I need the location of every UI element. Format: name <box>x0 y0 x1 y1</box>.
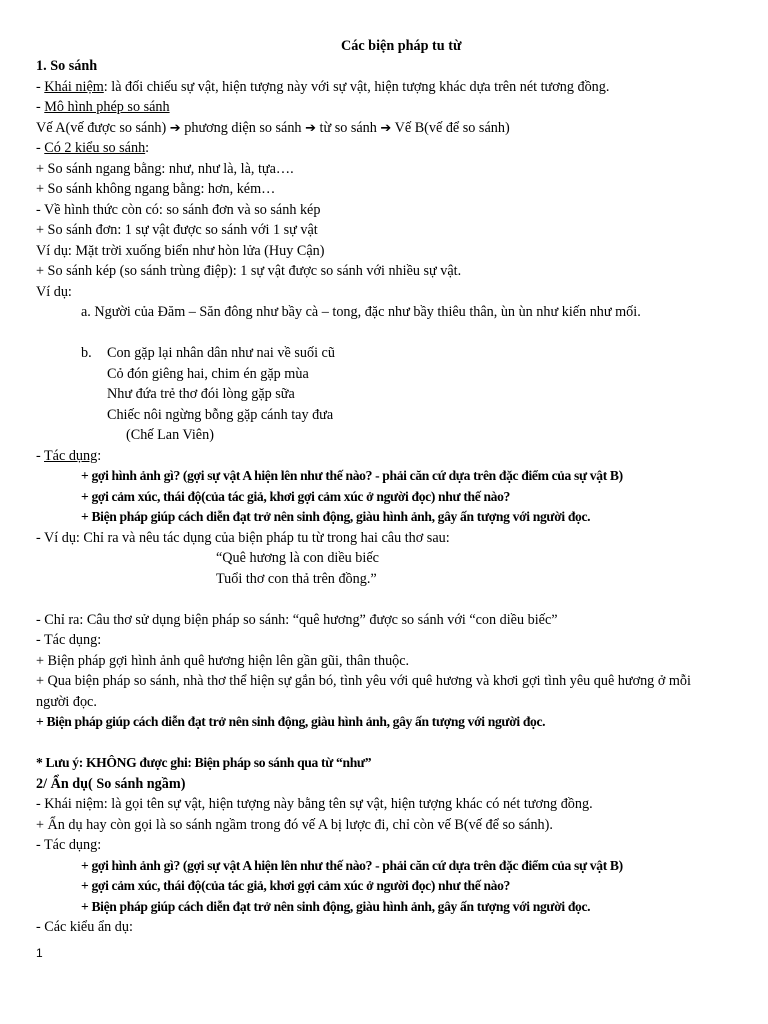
s2-concept: - Khái niệm: là gọi tên sự vật, hiện tượng này bằng tên sự vật, hiện tượng khác có nét tương đồng. <box>36 796 593 812</box>
model-part-d: Vế B(vế để so sánh) <box>391 120 510 136</box>
poem-line: Cỏ đón giêng hai, chim én gặp mùa <box>107 366 309 382</box>
section-heading-an-du: 2/ Ẩn dụ( So sánh ngầm) <box>36 776 186 792</box>
concept-text: : là đối chiếu sự vật, hiện tượng này với sự vật, hiện tượng khác dựa trên nét tương đồng. <box>103 79 610 95</box>
double-comparison-line: + So sánh kép (so sánh trùng điệp): 1 sự vật được so sánh với nhiều sự vật. <box>36 263 462 279</box>
exercise-poem-line: Tuổi thơ con thả trên đồng.” <box>216 571 377 587</box>
s2-effect-label: - Tác dụng: <box>36 837 102 853</box>
example-a: a. Người của Đăm – Săn đông như bầy cà – tong, đặc như bầy thiêu thân, ùn ùn như kiến như mối. <box>81 304 641 320</box>
note-line: * Lưu ý: KHÔNG được ghi: Biện pháp so sánh qua từ “như” <box>36 755 372 770</box>
s2-effect-item: + gợi hình ảnh gì? (gợi sự vật A hiện lên như thế nào? - phải căn cứ dựa trên đặc điểm của sự vật B) <box>81 858 623 873</box>
types-heading-line: - Có 2 kiểu so sánh: <box>36 140 150 156</box>
s2-note: + Ẩn dụ hay còn gọi là so sánh ngầm trong đó vế A bị lược đi, chỉ còn vế B(vế để so sánh). <box>36 817 553 833</box>
model-line <box>36 118 510 140</box>
s2-types: - Các kiểu ẩn dụ: <box>36 919 133 935</box>
types-label: Có 2 kiểu so sánh <box>44 140 146 156</box>
poem-line: Chiếc nôi ngừng bỗng gặp cánh tay đưa <box>107 407 334 423</box>
model-heading-line: - Mô hình phép so sánh <box>36 99 170 115</box>
poem-line: Như đứa trẻ thơ đói lòng gặp sữa <box>107 386 295 402</box>
effect-item: + Biện pháp giúp cách diễn đạt trở nên sinh động, giàu hình ảnh, gây ấn tượng với người đọc. <box>81 509 591 524</box>
simple-example-line: Ví dụ: Mặt trời xuống biển như hòn lửa (Huy Cận) <box>36 243 325 259</box>
poem-line: Con gặp lại nhân dân như nai về suối cũ <box>107 345 335 361</box>
poem-author: (Chế Lan Viên) <box>126 427 214 443</box>
type-equal: + So sánh ngang bằng: như, như là, là, tựa…. <box>36 161 294 177</box>
answer-effect-label: - Tác dụng: <box>36 632 102 648</box>
effect-heading-line: - Tác dụng: <box>36 448 102 464</box>
effect-item: + gợi hình ảnh gì? (gợi sự vật A hiện lên như thế nào? - phải căn cứ dựa trên đặc điểm của sự vật B) <box>81 468 623 483</box>
section-heading-so-sanh: 1. So sánh <box>36 58 98 74</box>
model-part-b: phương diện so sánh <box>180 120 306 136</box>
example-b-marker: b. <box>81 345 92 361</box>
answer-point: - Chỉ ra: Câu thơ sử dụng biện pháp so sánh: “quê hương” được so sánh với “con diều biếc” <box>36 612 558 628</box>
page-number: 1 <box>36 946 43 960</box>
exercise-prompt: - Ví dụ: Chỉ ra và nêu tác dụng của biện pháp tu từ trong hai câu thơ sau: <box>36 530 450 546</box>
s2-effect-item: + Biện pháp giúp cách diễn đạt trở nên sinh động, giàu hình ảnh, gây ấn tượng với người đọc. <box>81 899 591 914</box>
simple-comparison-line: + So sánh đơn: 1 sự vật được so sánh với 1 sự vật <box>36 222 318 238</box>
arrow-icon: ➔ <box>305 121 316 136</box>
model-part-a: Vế A(vế được so sánh) <box>36 120 170 136</box>
form-line: - Về hình thức còn có: so sánh đơn và so sánh kép <box>36 202 321 218</box>
arrow-icon: ➔ <box>380 121 392 136</box>
example-label: Ví dụ: <box>36 284 72 300</box>
model-part-c: từ so sánh <box>315 120 381 136</box>
arrow-icon: ➔ <box>169 121 181 136</box>
answer-effect-3: + Biện pháp giúp cách diễn đạt trở nên sinh động, giàu hình ảnh, gây ấn tượng với người đọc. <box>36 714 546 729</box>
model-label: Mô hình phép so sánh <box>44 99 170 115</box>
exercise-poem-line: “Quê hương là con diều biếc <box>216 550 379 566</box>
s2-effect-item: + gợi cảm xúc, thái độ(của tác giả, khơi gợi cảm xúc ở người đọc) như thế nào? <box>81 878 511 893</box>
document-title: Các biện pháp tu từ <box>341 38 462 54</box>
answer-effect-1: + Biện pháp gợi hình ảnh quê hương hiện lên gần gũi, thân thuộc. <box>36 653 410 669</box>
concept-line: - Khái niệm: là đối chiếu sự vật, hiện tượng này với sự vật, hiện tượng khác dựa trên nét tương đồng. <box>36 79 610 95</box>
effect-item: + gợi cảm xúc, thái độ(của tác giả, khơi gợi cảm xúc ở người đọc) như thế nào? <box>81 489 511 504</box>
concept-label: Khái niệm <box>44 79 104 95</box>
effect-label: Tác dụng <box>44 448 98 464</box>
answer-effect-2-continued: người đọc. <box>36 694 97 710</box>
type-unequal: + So sánh không ngang bằng: hơn, kém… <box>36 181 276 197</box>
answer-effect-2: + Qua biện pháp so sánh, nhà thơ thể hiện sự gắn bó, tình yêu với quê hương và khơi gợi tình yêu quê hương ở mỗi <box>36 673 691 689</box>
